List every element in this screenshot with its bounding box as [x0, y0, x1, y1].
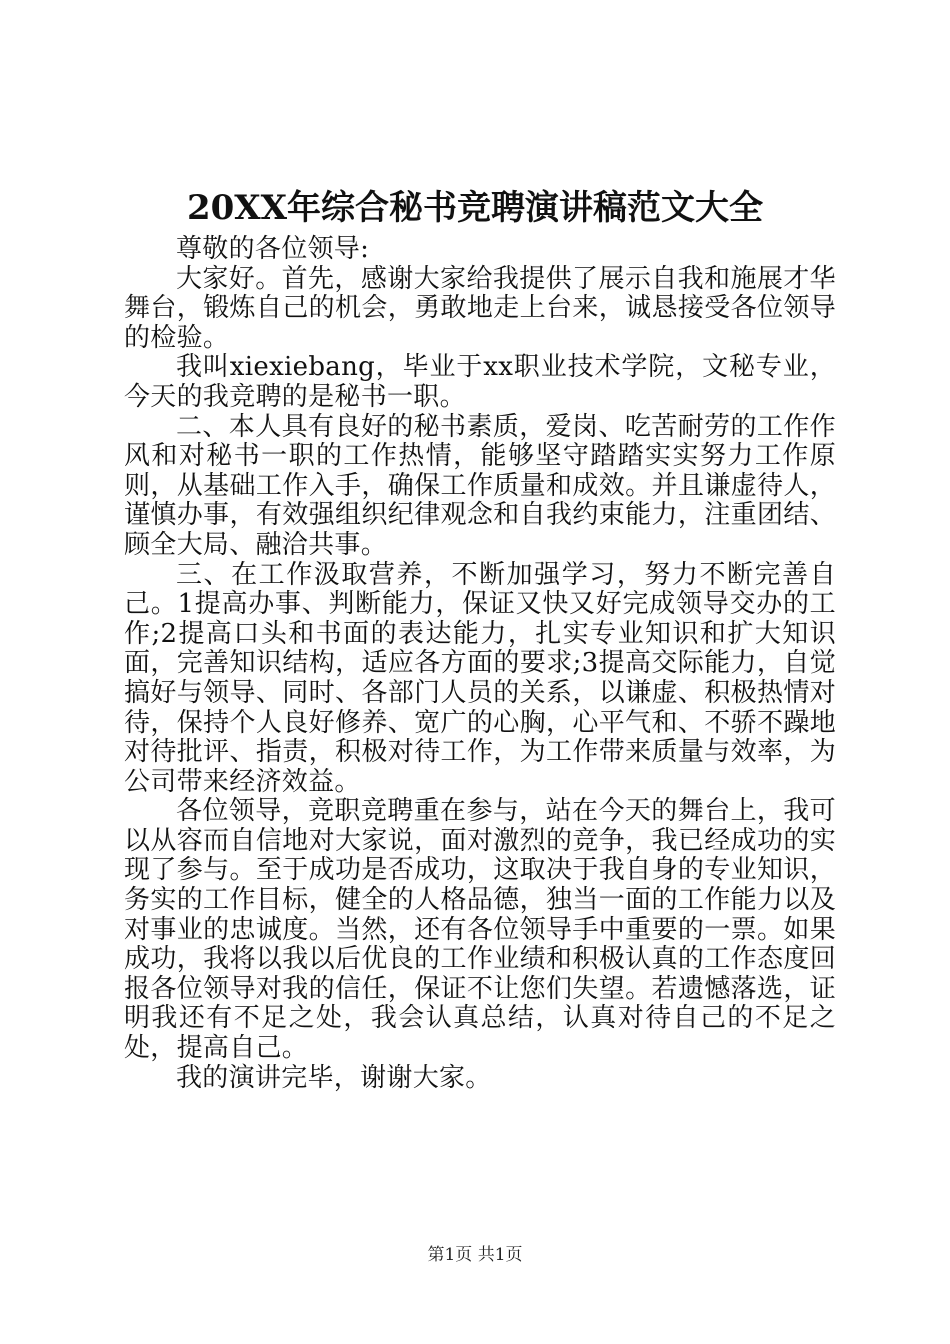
- improvement-paragraph: 三、在工作汲取营养，不断加强学习，努力不断完善自己。1提高办事、判断能力，保证又快又好完成领导交办的工作;2提高口头和书面的表达能力，扎实专业知识和扩大知识面，完善知识结构，适应各方面的要求;3提高交际能力，自觉搞好与领导、同时、各部门人员的关系，以谦虚、积极热情对待，保持个人良好修养、宽广的心胸，心平气和、不骄不躁地对待批评、指责，积极对待工作，为工作带来质量与效率，为公司带来经济效益。: [124, 559, 836, 797]
- document-body: [124, 235, 836, 1093]
- ending-paragraph: 我的演讲完毕，谢谢大家。: [176, 1062, 492, 1093]
- salutation-paragraph: 尊敬的各位领导:: [176, 234, 370, 264]
- page-number-footer: 第1页 共1页: [427, 1245, 523, 1265]
- introduction-paragraph: 我叫xiexiebang，毕业于xx职业技术学院，文秘专业，今天的我竞聘的是秘书一职。: [124, 352, 836, 412]
- qualities-paragraph: 二、本人具有良好的秘书素质，爱岗、吃苦耐劳的工作作风和对秘书一职的工作热情，能够坚守踏踏实实努力工作原则，从基础工作入手，确保工作质量和成效。并且谦虚待人，谨慎办事，有效强组织纪律观念和自我约束能力，注重团结、顾全大局、融洽共事。: [124, 411, 836, 560]
- closing-argument-paragraph: 各位领导，竞职竞聘重在参与，站在今天的舞台上，我可以从容而自信地对大家说，面对激烈的竞争，我已经成功的实现了参与。至于成功是否成功，这取决于我自身的专业知识，务实的工作目标，健全的人格品德，独当一面的工作能力以及对事业的忠诚度。当然，还有各位领导手中重要的一票。如果成功，我将以我以后优良的工作业绩和积极认真的工作态度回报各位领导对我的信任，保证不让您们失望。若遗憾落选，证明我还有不足之处，我会认真总结，认真对待自己的不足之处，提高自己。: [124, 796, 836, 1064]
- document-title: 20XX年综合秘书竞聘演讲稿范文大全: [186, 188, 764, 228]
- greeting-paragraph: 大家好。首先，感谢大家给我提供了展示自我和施展才华舞台，锻炼自己的机会，勇敢地走上台来，诚恳接受各位领导的检验。: [124, 263, 836, 353]
